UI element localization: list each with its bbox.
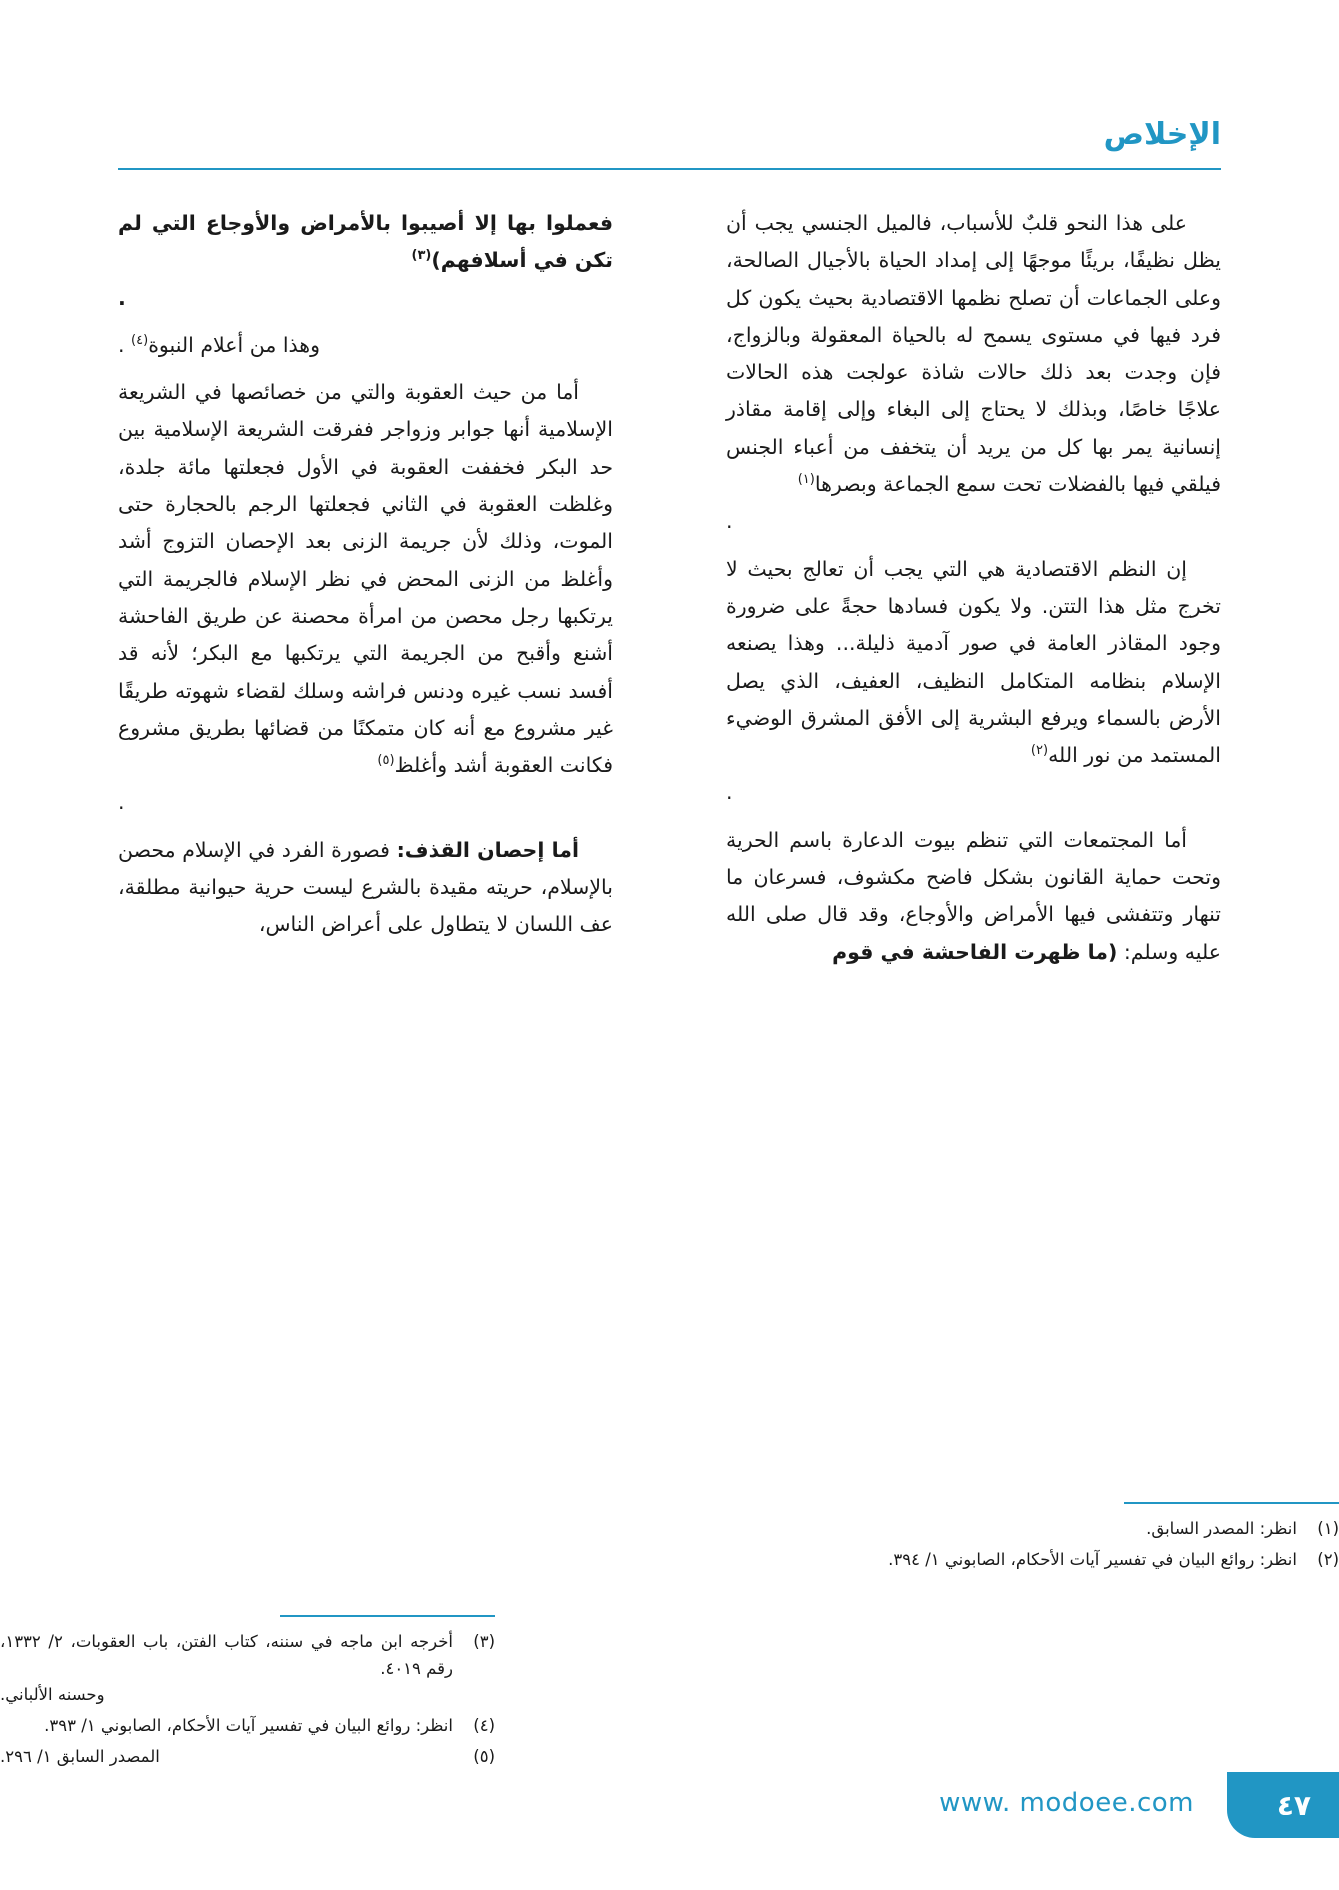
footnote-divider: [280, 1615, 495, 1617]
paragraph-text: أما من حيث العقوبة والتي من خصائصها في الشريعة الإسلامية أنها جوابر وزواجر ففرقت الشريعة الإسلامية بين حد البكر فخففت العقوبة في الأول فجعلتها مائة جلدة، وغلظت العقوبة في الثاني فجعلتها الرجم بالحجارة حتى الموت، وذلك لأن جريمة الزنى بعد الإحصان التزوج أشد وأغلظ من الزنى المحض في نظر الإسلام فالجريمة التي يرتكبها رجل محصن من امرأة محصنة عن طريق الفاحشة أشنع وأقبح من الجريمة التي يرتكبها مع البكر؛ لأنه قد أفسد نسب غيره ودنس فراشه وسلك لقضاء شهوته طريقًا غير مشروع مع أنه كان متمكنًا من قضائها بطريق مشروع فكانت العقوبة أشد وأغلظ: [118, 380, 613, 778]
paragraph-text: أما المجتمعات التي تنظم بيوت الدعارة باسم الحرية وتحت حماية القانون بشكل فاضح مكشوف، فسرعان ما تنهار وتتفشى فيها الأمراض والأوجاع، وقد قال صلى الله عليه وسلم:: [726, 827, 1221, 964]
paragraph-tail: .: [118, 332, 132, 357]
hadith-quote: (ما ظهرت الفاحشة في قوم: [832, 939, 1118, 964]
footnote-item: [844, 1547, 1339, 1574]
page-header: [118, 118, 1221, 170]
paragraph-tail: .: [118, 790, 125, 815]
footnote-number: (١): [1317, 1519, 1339, 1538]
footnotes-left: [0, 1615, 495, 1775]
chapter-title: الإخلاص: [1103, 117, 1221, 152]
footnote-marker: (٣): [411, 248, 432, 264]
paragraph: [726, 205, 1221, 541]
footnote-marker: (٤): [131, 333, 149, 349]
footnote-item: [0, 1629, 495, 1709]
footnote-item: [0, 1744, 495, 1771]
paragraph-text: على هذا النحو قلبٌ للأسباب، فالميل الجنسي يجب أن يظل نظيفًا، بريئًا موجهًا إلى إمداد الحياة بالأجيال الصالحة، وعلى الجماعات أن تصلح نظمها الاقتصادية بحيث يكون كل فرد فيها في مستوى يسمح له بالحياة المعقولة وبالزواج، فإن وجدت بعد ذلك حالات شاذة عولجت هذه الحالات علاجًا خاصًا، وبذلك لا يحتاج إلى البغاء وإلى إقامة مقاذر إنسانية يمر بها كل من يريد أن يتخفف من أعباء الجنس فيلقي فيها بالفضلات تحت سمع الجماعة وبصرها: [726, 211, 1221, 497]
paragraph-text: فصورة الفرد في الإسلام محصن بالإسلام، حريته مقيدة بالشرع ليست حرية حيوانية مطلقة، عف اللسان لا يتطاول على أعراض الناس،: [118, 837, 613, 937]
website-url[interactable]: www. modoee.com: [939, 1788, 1194, 1818]
paragraph-lead: أما إحصان القذف:: [396, 837, 579, 862]
footnote-marker: (١): [797, 472, 815, 488]
footnote-number: (٣): [473, 1632, 495, 1651]
footnote-tail: وحسنه الألباني.: [0, 1685, 105, 1705]
paragraph: [726, 551, 1221, 812]
footnotes-right: [844, 1502, 1339, 1577]
footnote-divider: [1124, 1502, 1339, 1504]
paragraph: [726, 822, 1221, 971]
footnote-text: المصدر السابق ١/ ٢٩٦.: [0, 1746, 160, 1766]
footnote-number: (٢): [1317, 1549, 1339, 1569]
footnote-text: [0, 1629, 453, 1709]
page-number: ٤٧: [1276, 1789, 1311, 1822]
footnote-text: انظر: المصدر السابق.: [1146, 1519, 1297, 1538]
footnote-number: (٥): [473, 1746, 495, 1766]
paragraph: [118, 832, 613, 944]
header-divider: [118, 168, 1221, 170]
page-footer: [0, 1770, 1339, 1890]
footnote-marker: (٥): [377, 753, 395, 769]
footnote-item: [0, 1713, 495, 1740]
paragraph-text: وهذا من أعلام النبوة: [148, 332, 320, 357]
footnote-number: (٤): [473, 1716, 495, 1736]
footnote-item: [844, 1516, 1339, 1543]
footnote-text: انظر: روائع البيان في تفسير آيات الأحكام، الصابوني ١/ ٣٩٤.: [888, 1549, 1297, 1569]
paragraph-tail: .: [726, 509, 733, 534]
column-right: [726, 205, 1221, 981]
hadith-quote-continued: فعملوا بها إلا أصيبوا بالأمراض والأوجاع التي لم تكن في أسلافهم): [118, 211, 613, 273]
paragraph: [118, 327, 613, 364]
paragraph: [118, 205, 613, 317]
paragraph-tail: .: [118, 285, 126, 310]
paragraph-text: إن النظم الاقتصادية هي التي يجب أن تعالج بحيث لا تخرج مثل هذا التتن. ولا يكون فسادها حجةً على ضرورة وجود المقاذر العامة في صور آدمية ذليلة... وهذا يصنعه الإسلام بنظامه المتكامل النظيف، العفيف، الذي يصل الأرض بالسماء ويرفع البشرية إلى الأفق المشرق الوضيء المستمد من نور الله: [726, 556, 1221, 768]
footnote-body: أخرجه ابن ماجه في سننه، كتاب الفتن، باب العقوبات، ٢/ ١٣٣٢، رقم ٤٠١٩.: [0, 1632, 454, 1678]
column-left: [118, 205, 613, 954]
footnote-marker: (٢): [1030, 743, 1049, 759]
paragraph: [118, 374, 613, 822]
paragraph-tail: .: [726, 780, 733, 805]
footnote-text: انظر: روائع البيان في تفسير آيات الأحكام، الصابوني ١/ ٣٩٣.: [44, 1716, 453, 1736]
body-columns: [118, 205, 1221, 1495]
